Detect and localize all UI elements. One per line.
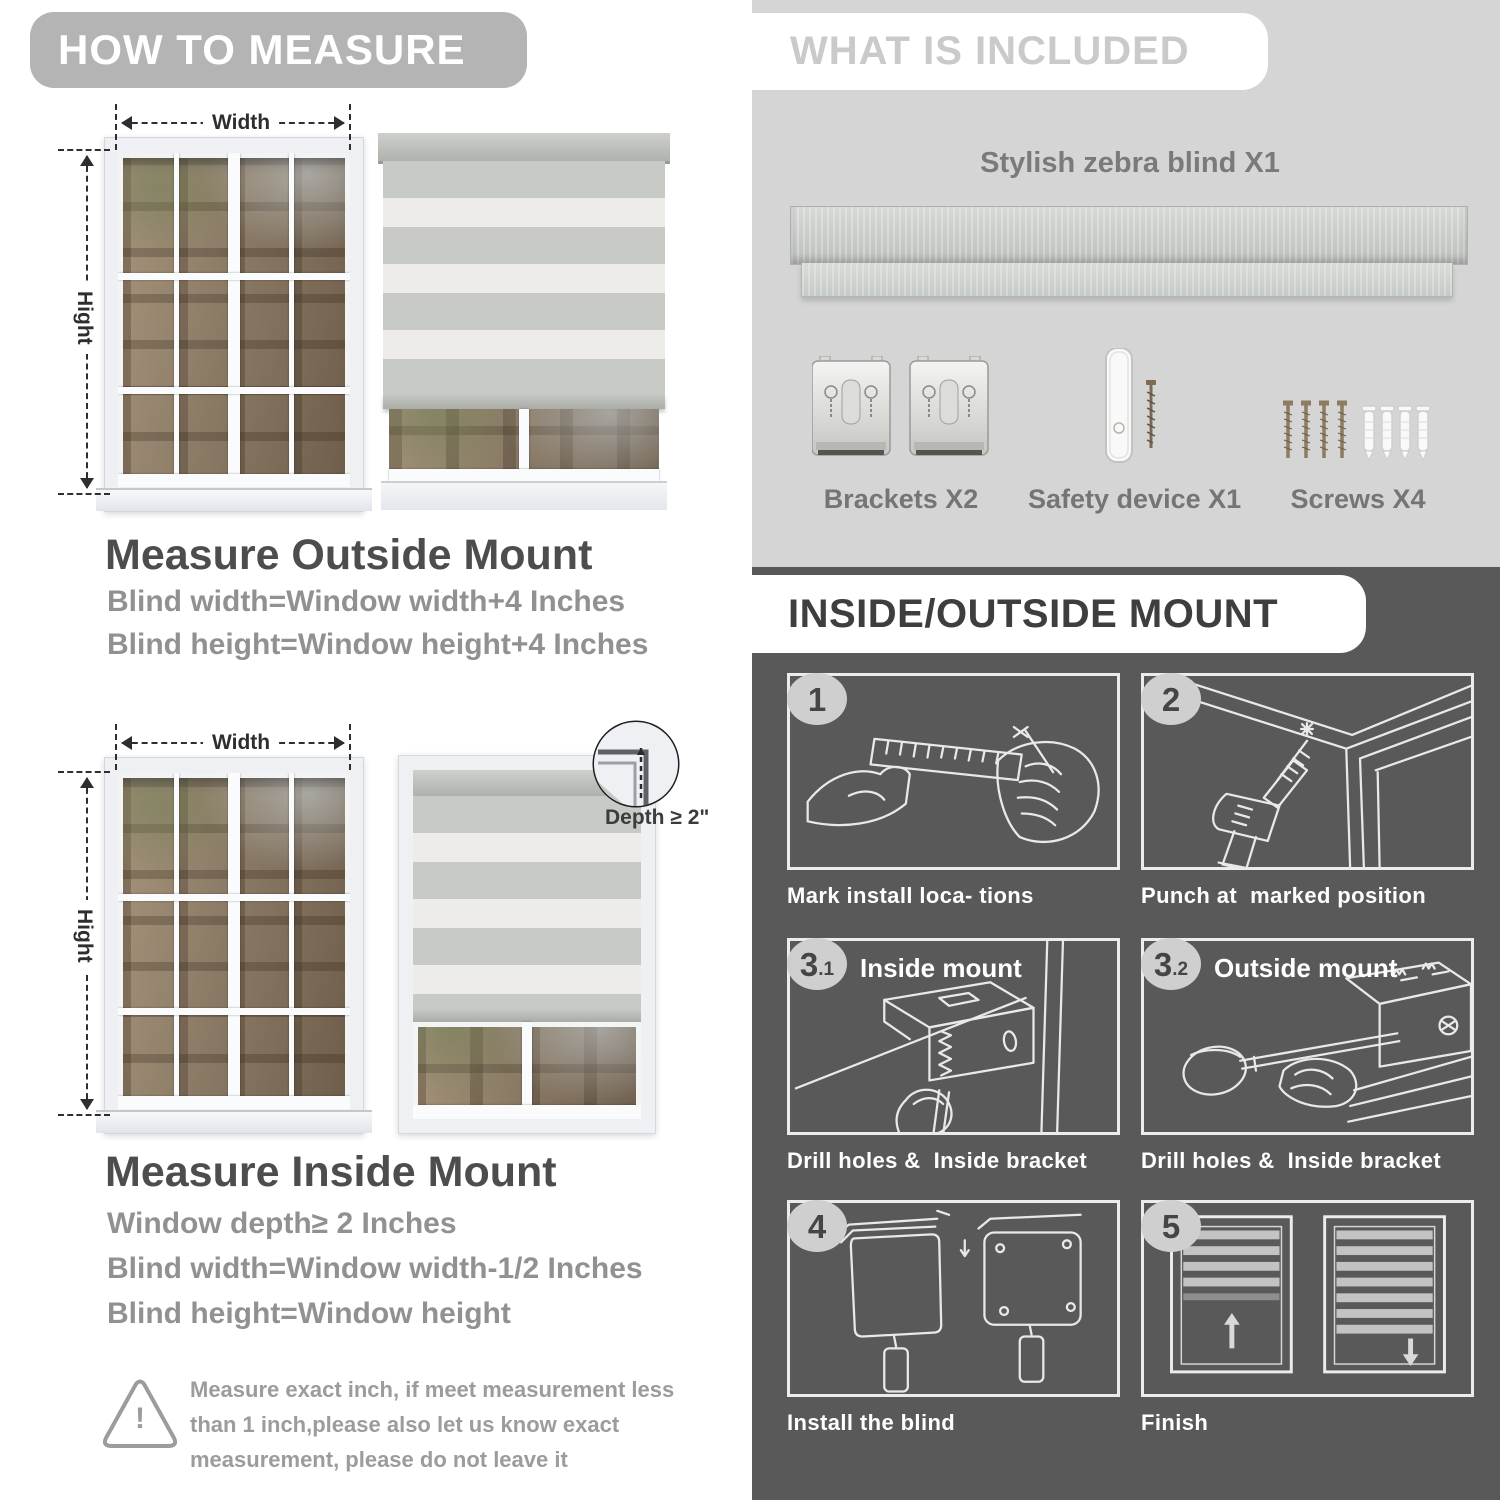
step-1-badge [787, 673, 847, 725]
step-2 [1141, 673, 1474, 909]
sash-edge [413, 1022, 641, 1119]
measure-inside-heading: Measure Inside Mount [105, 1148, 557, 1196]
window-photo-inside [104, 757, 364, 1134]
screws-illustration [1277, 400, 1433, 464]
step-number: 2 [1161, 680, 1181, 718]
step-4-illustration [787, 1200, 1120, 1397]
outside-rule-width: Blind width=Window width+4 Inches [107, 585, 626, 618]
width-measure-label: Width [203, 731, 279, 755]
headrail-bottom-bar [801, 263, 1453, 297]
window-sill [381, 481, 667, 510]
blind-name: Stylish zebra blind X1 [980, 147, 1280, 179]
window-bottom-rail [389, 469, 659, 481]
step-3-2 [1141, 938, 1474, 1174]
warning-line: Measure exact inch, if meet measurement less [190, 1377, 675, 1402]
window-lower-photo [389, 409, 659, 481]
height-measure-label: Hight [72, 900, 96, 972]
inside-rule-depth: Window depth≥ 2 Inches [107, 1207, 457, 1240]
step-1 [787, 673, 1120, 909]
step-3-2-badge [1141, 938, 1201, 990]
step-2-caption: Punch at marked position [1141, 883, 1427, 908]
window-mullion [289, 153, 294, 487]
what-is-included-header: WHAT IS INCLUDED [752, 13, 1268, 90]
inside-rule-height: Blind height=Window height [107, 1297, 511, 1330]
window-sill [96, 488, 372, 511]
measure-outside-heading: Measure Outside Mount [105, 531, 593, 579]
step-2-illustration [1141, 673, 1474, 870]
safety-device-label: Safety device X1 [1028, 484, 1242, 514]
window-photo-outside [104, 137, 364, 512]
window-sill [96, 1110, 372, 1133]
blind-bottom-rail [383, 395, 665, 409]
window-glass [118, 153, 350, 487]
window-mullion [289, 773, 294, 1109]
step-1-caption: Mark install loca- tions [787, 883, 1034, 908]
window-mullion-center [228, 153, 240, 487]
step-5-illustration [1141, 1200, 1474, 1397]
window-mullion [118, 387, 350, 394]
step-1-illustration [787, 673, 1120, 870]
screws-label: Screws X4 [1290, 484, 1426, 514]
window-mullion [174, 773, 179, 1109]
step-subnumber: .1 [818, 958, 835, 980]
how-to-measure-header: HOW TO MEASURE [30, 12, 527, 88]
step-number: 1 [807, 680, 827, 718]
width-measure-label: Width [203, 111, 279, 135]
window-bottom-rail [118, 1096, 350, 1109]
step-3-1-title: Inside mount [860, 953, 1022, 983]
step-4-badge [787, 1200, 847, 1252]
inside-rule-width: Blind width=Window width-1/2 Inches [107, 1252, 643, 1285]
step-3-1 [787, 938, 1120, 1174]
step-3-1-illustration [787, 938, 1120, 1135]
depth-callout [590, 718, 682, 810]
step-4 [787, 1200, 1120, 1436]
step-3-2-illustration [1141, 938, 1474, 1135]
blind-bottom-rail [413, 1010, 641, 1022]
window-mullion [118, 273, 350, 280]
window-lower-photo [413, 1022, 641, 1119]
brackets-label: Brackets X2 [823, 484, 979, 514]
warning-exclamation: ! [135, 1402, 145, 1435]
depth-label: Depth ≥ 2" [605, 806, 710, 829]
step-4-caption: Install the blind [787, 1410, 956, 1435]
step-3-2-title: Outside mount [1214, 953, 1398, 983]
depth-callout-zoom-icon [590, 718, 682, 810]
step-subnumber: .2 [1172, 958, 1189, 980]
blind-outside-illustration [383, 133, 665, 510]
step-2-badge [1141, 673, 1201, 725]
window-glass [118, 773, 350, 1109]
step-5-caption: Finish [1141, 1410, 1209, 1435]
step-number: 4 [807, 1207, 827, 1245]
window-mullion [118, 894, 350, 901]
warning-line: than 1 inch,please also let us know exact [190, 1412, 620, 1437]
window-mullion [174, 153, 179, 487]
brackets-illustration [812, 356, 990, 466]
warning-triangle-icon [100, 1376, 180, 1452]
blind-fabric [383, 161, 665, 395]
inside-outside-mount-header: INSIDE/OUTSIDE MOUNT [752, 575, 1366, 653]
step-3-1-badge [787, 938, 847, 990]
step-number: 5 [1161, 1207, 1181, 1245]
step-3-1-caption: Drill holes & Inside bracket [787, 1148, 1088, 1173]
window-mullion-center [228, 773, 240, 1109]
outside-rule-height: Blind height=Window height+4 Inches [107, 628, 649, 661]
warning-note [190, 1372, 674, 1477]
height-measure-label: Hight [72, 282, 96, 354]
blind-cassette [378, 133, 670, 164]
window-bottom-rail [118, 474, 350, 487]
step-3-2-caption: Drill holes & Inside bracket [1141, 1148, 1442, 1173]
window-mullion [118, 1008, 350, 1015]
safety-device-illustration [1098, 348, 1168, 468]
step-5 [1141, 1200, 1474, 1436]
step-number: 3 [799, 945, 819, 983]
step-number: 3 [1153, 945, 1173, 983]
headrail-illustration [790, 206, 1468, 265]
step-5-badge [1141, 1200, 1201, 1252]
warning-line: measurement, please do not leave it [190, 1447, 568, 1472]
